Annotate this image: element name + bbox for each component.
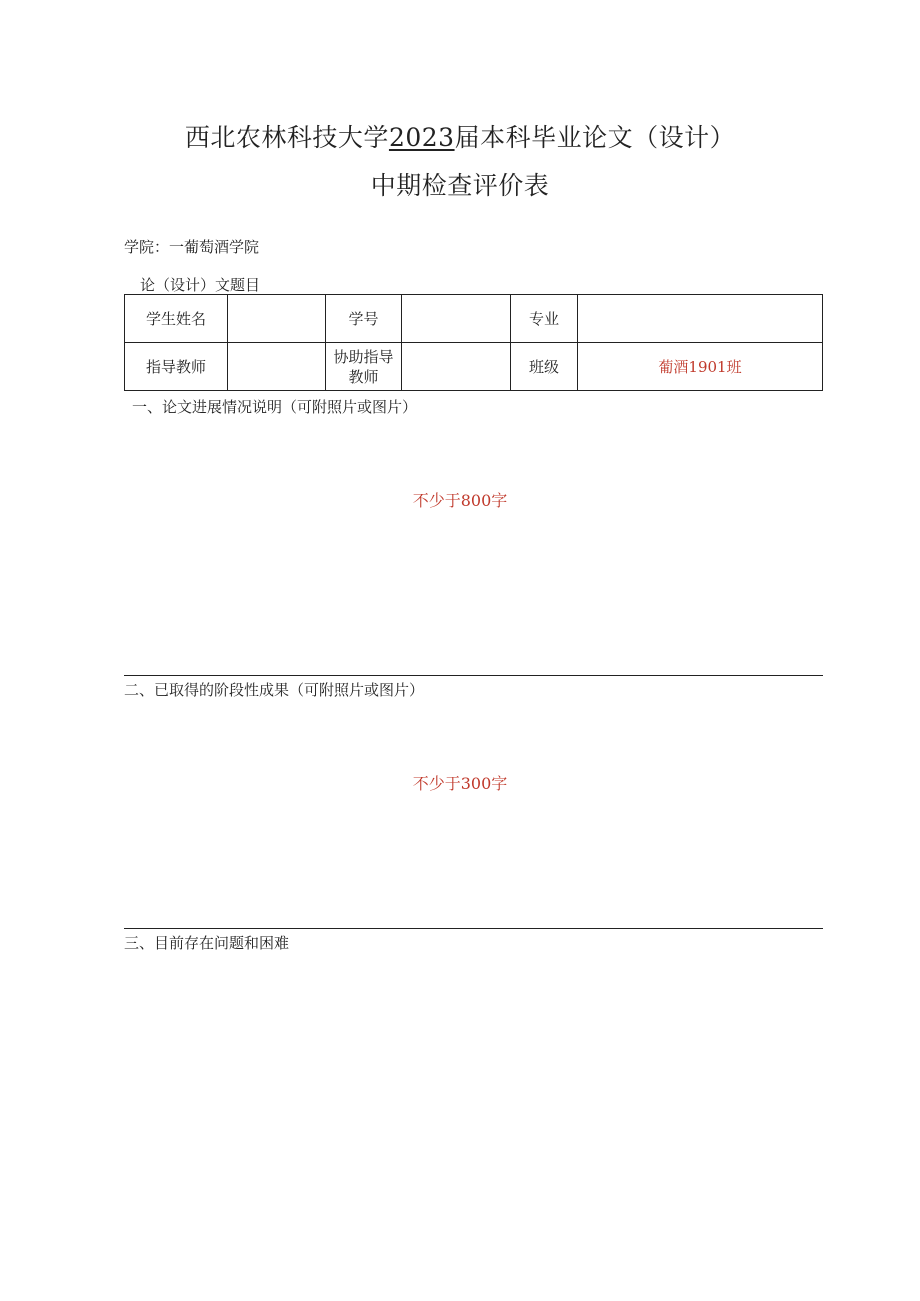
student-id-value[interactable] <box>402 295 511 343</box>
section-2-note: 不少于300字 <box>412 774 508 793</box>
class-value[interactable]: 葡酒1901班 <box>578 343 823 391</box>
major-label: 专业 <box>511 295 578 343</box>
student-info-table <box>124 294 823 391</box>
title-suffix: 届本科毕业论文（设计） <box>454 123 736 152</box>
college-label: 学院： <box>124 238 170 256</box>
table-row <box>125 295 823 343</box>
student-id-label: 学号 <box>326 295 402 343</box>
title-year: 2023 <box>388 123 455 152</box>
advisor-value[interactable] <box>228 343 326 391</box>
thesis-title-label: 论（设计）文题目 <box>140 276 261 294</box>
class-label: 班级 <box>511 343 578 391</box>
co-advisor-label-line2: 教师 <box>348 367 379 386</box>
section-2-heading: 二、已取得的阶段性成果（可附照片或图片） <box>124 681 425 699</box>
section-1-note: 不少于800字 <box>412 491 508 510</box>
co-advisor-label <box>326 343 402 391</box>
section-1-heading: 一、论文进展情况说明（可附照片或图片） <box>132 398 418 416</box>
advisor-label: 指导教师 <box>125 343 228 391</box>
student-name-label: 学生姓名 <box>125 295 228 343</box>
form-title-line2: 中期检查评价表 <box>370 171 550 200</box>
table-row <box>125 343 823 391</box>
co-advisor-value[interactable] <box>402 343 511 391</box>
title-prefix: 西北农林科技大学 <box>184 123 389 152</box>
section-3-heading: 三、目前存在问题和困难 <box>124 934 290 952</box>
section-divider <box>124 928 823 929</box>
major-value[interactable] <box>578 295 823 343</box>
section-divider <box>124 675 823 676</box>
co-advisor-label-line1: 协助指导 <box>333 347 394 366</box>
student-name-value[interactable] <box>228 295 326 343</box>
college-row <box>124 236 259 257</box>
form-title-line1 <box>0 118 920 154</box>
college-value: 一葡萄酒学院 <box>169 238 260 256</box>
